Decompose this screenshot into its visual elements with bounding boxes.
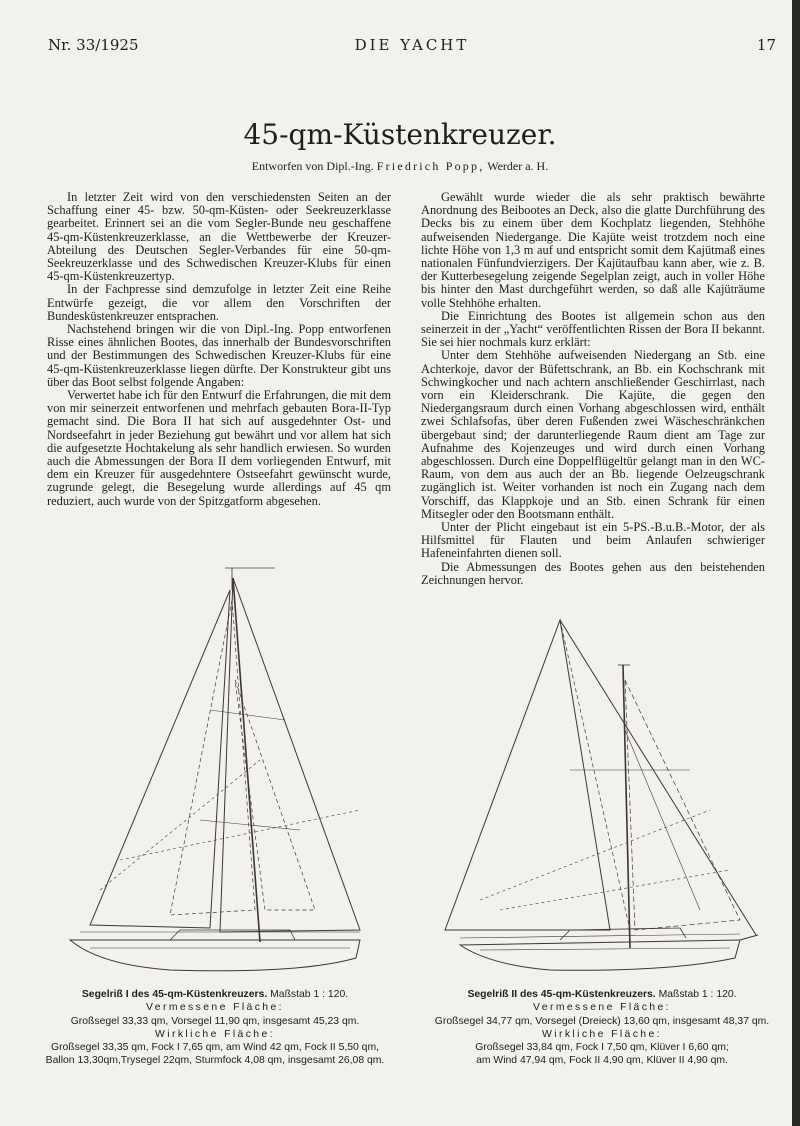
byline-place: Werder a. H. [487,159,549,173]
caption-scale: Maßstab 1 : 120. [658,989,737,1000]
measured-area-text: Großsegel 33,33 qm, Vorsegel 11,90 qm, insgesamt 45,23 qm. [70,1015,360,1027]
paragraph: Die Einrichtung des Bootes ist allgemein schon aus den seinerzeit in der „Yacht“ veröffentlichten Rissen der Bora II bekannt. Sie sei hier nochmals kurz erklärt: [421,308,765,350]
actual-area-heading: Wirkliche Fläche: [155,1028,275,1040]
measured-area-text: Großsegel 34,77 qm, Vorsegel (Dreieck) 13,60 qm, insgesamt 48,37 qm. [434,1015,770,1027]
running-header [48,36,776,56]
issue-number: Nr. 33/1925 [48,36,139,54]
paragraph: In der Fachpresse sind demzufolge in letzter Zeit eine Reihe Entwürfe gezeigt, die vor allem den Vorschriften der Bundesküstenkreuzer entsprachen. [47,282,391,323]
caption-scale: Maßstab 1 : 120. [270,989,349,1000]
actual-area-heading: Wirkliche Fläche: [542,1028,662,1040]
sail-plan-2-drawing [440,610,770,980]
paragraph: Nachstehend bringen wir die von Dipl.-Ing. Popp entworfenen Risse eines ähnlichen Bootes, das innerhalb der Bundesvorschriften und der Bestimmungen des Schwedischen Kreuzer-Klubs für eine 45-qm-Küstenkreuzerklasse liegen dürfte. Der Konstrukteur gibt uns über das Boot selbst folgende Angaben: [47,322,391,389]
actual-area-line: Ballon 13,30qm,Trysegel 22qm, Sturmfock 4,08 qm, insgesamt 26,08 qm. [45,1055,385,1067]
right-text-column [421,191,765,587]
byline-author: Friedrich Popp, [376,159,485,173]
figure-2-caption [412,988,792,1068]
article-title: 45-qm-Küstenkreuzer. [243,118,557,151]
paragraph: Verwertet habe ich für den Entwurf die Erfahrungen, die mit dem von mir seinerzeit entworfenen und mehrfach gebauten Bora-II-Typ gemacht sind. Die Bora II hat sich auf ausgedehnter Ost- und Nordseefahrt in jeder Beziehung gut bewährt und vor allem hat sich die aufgesetzte Hochtakelung als sehr handlich erwiesen. So wurden auch die Abmessungen der Bora II dem vorliegenden Entwurf, mit dem ein Kreuzer für ausgedehntere Ostseefahrt gewünscht wurde, zugrunde gelegt, die Besegelung wurde allerdings auf 45 qm reduziert, auch wurde von der Spitzgatform abgesehen. [47,388,391,508]
byline-prefix: Entworfen von Dipl.-Ing. [251,159,374,173]
caption-title: Segelriß II des 45-qm-Küstenkreuzers. [467,989,656,1000]
actual-area-line: Großsegel 33,84 qm, Fock I 7,50 qm, Klüver I 6,60 qm; [475,1042,729,1054]
paragraph: In letzter Zeit wird von den verschiedensten Seiten an der Schaffung einer 45- bzw. 50-qm-Küsten- oder Seekreuzerklasse gearbeitet. Erinnert sei an die vom Segler-Bunde neu geschaffene 45-qm-Küstenkreuzerklasse, an die Wettbewerbe der Kreuzer-Abteilung des Deutschen Segler-Verbandes für eine 50-qm-Seekreuzerklasse und des Schwedischen Kreuzer-Klubs für einen 45-qm-Küstenkreuzertyp. [47,190,391,284]
page-number: 17 [756,36,776,54]
magazine-title: DIE YACHT [354,36,470,54]
paragraph: Unter dem Stehhöhe aufweisenden Niedergang an Stb. eine Achterkoje, davor der Büfettschrank, an Bb. ein Kochschrank mit Schwingkocher und nach achtern anschließender Geschirrlast, nach vorn ein Kleiderschrank. Die Kajüte, die gegen den Niedergangsraum durch einen Vorhang abgeschlossen wird, enthält zwei Schlafsofas, über deren Fußenden zwei Wäscheschränkchen übergebaut sind; der darunterliegende Raum dient am Tage zur Aufnahme des Kojenzeuges und wird durch einen Vorhang abgeschlossen. Durch eine Doppelflügeltür gelangt man in den WC-Raum, von dem aus auch der an Bb. liegende Oelzeugschrank zugänglich ist. Weiter vorhanden ist noch ein Zugang nach dem Vorschiff, das Klappkoje und an Stb. einen Schrank für einen Mitsegler oder den Bootsmann enthält. [421,348,765,521]
measured-area-heading: Vermessene Fläche: [146,1002,284,1014]
figure-1-caption [40,988,390,1068]
measured-area-heading: Vermessene Fläche: [533,1002,671,1014]
actual-area-line: am Wind 47,94 qm, Fock II 4,90 qm, Klüver II 4,90 qm. [476,1055,728,1067]
article-byline [0,159,800,174]
sail-plan-1-drawing [60,560,390,980]
actual-area-line: Großsegel 33,35 qm, Fock I 7,65 qm, am Wind 42 qm, Fock II 5,50 qm, [50,1042,379,1054]
caption-title: Segelriß I des 45-qm-Küstenkreuzers. [81,989,268,1000]
left-text-column [47,191,391,508]
paragraph: Gewählt wurde wieder die als sehr praktisch bewährte Anordnung des Beibootes an Deck, also die glatte Durchführung des Decks bis zu einem über dem Kochplatz liegenden, Stehhöhe aufweisenden Niedergange. Die Kajüte weist trotzdem noch eine lichte Höhe von 1,3 m auf und entspricht somit dem Kajütmaß eines nationalen Fünfundvierzigers. Der Kajütaufbau kann aber, wie z. B. der Kutterbesegelung zeigende Segelplan zeigt, auch in voller Höhe bis hinter den Mast durchgeführt werden, so daß alle Kajüträume volle Stehhöhe erhalten. [421,190,765,310]
paragraph: Die Abmessungen des Bootes gehen aus den beistehenden Zeichnungen hervor. [421,559,765,587]
paragraph: Unter der Plicht eingebaut ist ein 5-PS.-B.u.B.-Motor, der als Hilfsmittel für Flauten und beim Anlaufen schwieriger Hafeneinfahrten dienen soll. [421,520,765,561]
